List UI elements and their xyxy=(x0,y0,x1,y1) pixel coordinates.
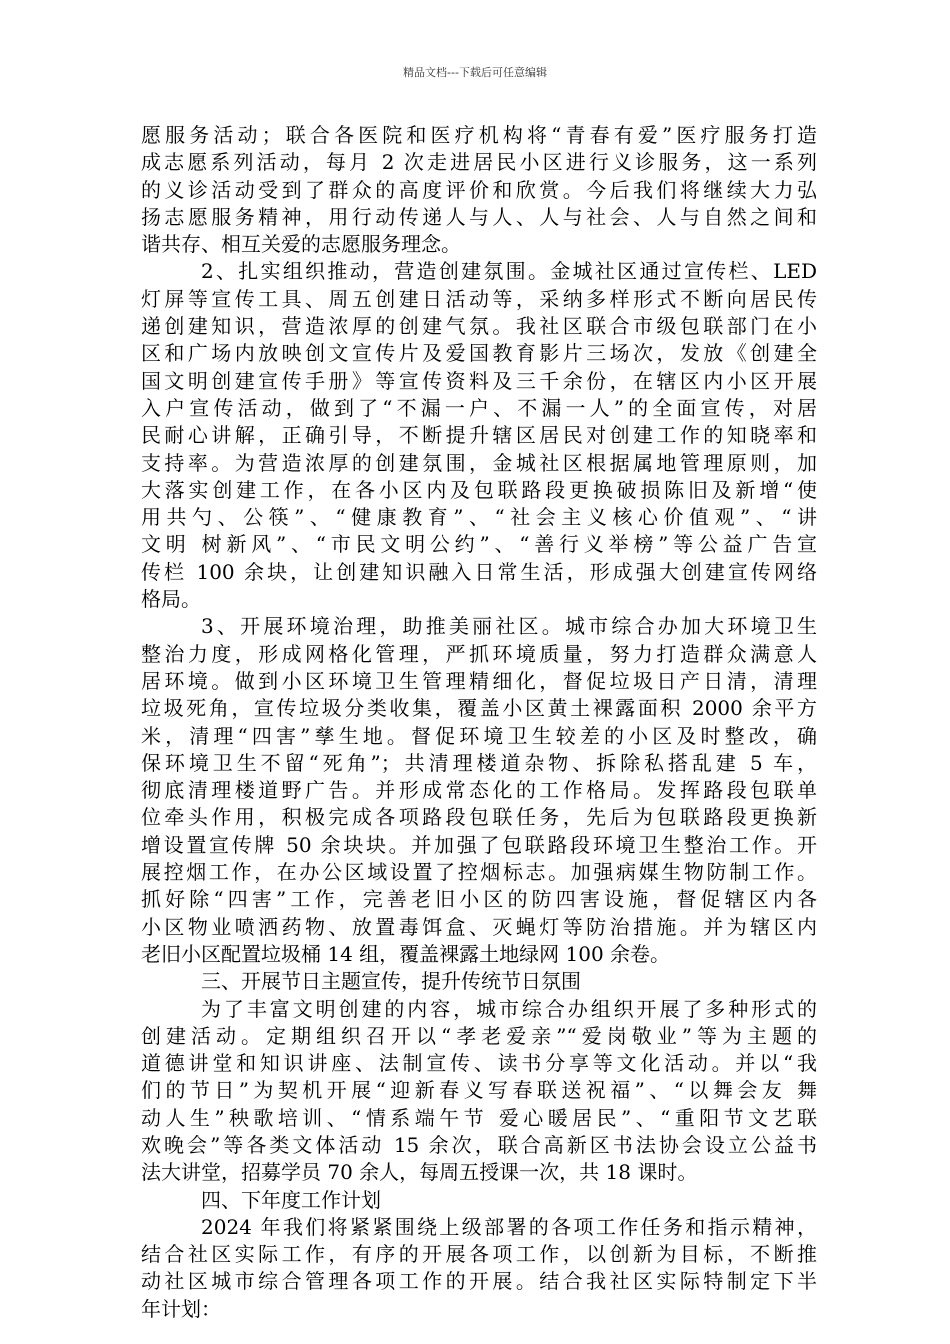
text-line: 动社区城市综合管理各项工作的开展。结合我社区实际特制定下半 xyxy=(141,1269,817,1294)
paragraph xyxy=(141,613,817,968)
text-line: 创建活动。定期组织召开以“孝老爱亲”“爱岗敬业”等为主题的 xyxy=(141,1023,817,1048)
text-line: 文明 树新风”、“市民文明公约”、“善行义举榜”等公益广告宣 xyxy=(141,532,817,557)
text-line: 三、开展节日主题宣传，提升传统节日氛围 xyxy=(201,969,581,994)
text-line: 用共勺、公筷”、“健康教育”、“社会主义核心价值观”、“讲 xyxy=(141,505,817,530)
paragraph xyxy=(141,122,817,258)
text-line: 增设置宣传牌 50 余块块。并加强了包联路段环境卫生整治工作。开 xyxy=(141,832,817,857)
text-line: 们的节日”为契机开展“迎新春义写春联送祝福”、“以舞会友 舞 xyxy=(141,1078,817,1103)
text-line: 位牵头作用，积极完成各项路段包联任务，先后为包联路段更换新 xyxy=(141,805,817,830)
text-line: 结合社区实际工作，有序的开展各项工作，以创新为目标，不断推 xyxy=(141,1242,817,1267)
text-line: 年计划： xyxy=(141,1296,221,1321)
paragraph xyxy=(141,1187,817,1214)
text-line: 展控烟工作，在办公区域设置了控烟标志。加强病媒生物防制工作。 xyxy=(141,860,817,885)
page-header: 精品文档---下载后可任意编辑 xyxy=(403,66,547,79)
paragraph xyxy=(141,968,817,995)
text-line: 国文明创建宣传手册》等宣传资料及三千余份，在辖区内小区开展 xyxy=(141,368,817,393)
text-line: 整治力度，形成网格化管理，严抓环境质量，努力打造群众满意人 xyxy=(141,641,817,666)
text-line: 保环境卫生不留“死角”；共清理楼道杂物、拆除私搭乱建 5 车， xyxy=(141,750,817,775)
text-line: 谐共存、相互关爱的志愿服务理念。 xyxy=(141,232,461,257)
text-line: 大落实创建工作，在各小区内及包联路段更换破损陈旧及新增“使 xyxy=(141,477,817,502)
text-line: 四、下年度工作计划 xyxy=(201,1187,381,1212)
text-line: 抓好除“四害”工作，完善老旧小区的防四害设施，督促辖区内各 xyxy=(141,887,817,912)
paragraph xyxy=(141,996,817,1187)
text-line: 递创建知识，营造浓厚的创建气氛。我社区联合市级包联部门在小 xyxy=(141,314,817,339)
text-line: 传栏 100 余块，让创建知识融入日常生活，形成强大创建宣传网络 xyxy=(141,559,817,584)
text-line: 道德讲堂和知识讲座、法制宣传、读书分享等文化活动。并以“我 xyxy=(141,1051,817,1076)
text-line: 米，清理“四害”孳生地。督促环境卫生较差的小区及时整改，确 xyxy=(141,723,817,748)
text-line: 欢晚会”等各类文体活动 15 余次，联合高新区书法协会设立公益书 xyxy=(141,1132,817,1157)
text-line: 格局。 xyxy=(141,587,201,612)
text-line: 动人生”秧歌培训、“情系端午节 爱心暖居民”、“重阳节文艺联 xyxy=(141,1105,817,1130)
text-line: 居环境。做到小区环境卫生管理精细化，督促垃圾日产日清，清理 xyxy=(141,668,817,693)
text-line: 区和广场内放映创文宣传片及爱国教育影片三场次，发放《创建全 xyxy=(141,341,817,366)
text-line: 成志愿系列活动，每月 2 次走进居民小区进行义诊服务，这一系列 xyxy=(141,150,817,175)
document-body xyxy=(141,122,817,1323)
text-line: 3、开展环境治理，助推美丽社区。城市综合办加大环境卫生 xyxy=(201,614,817,639)
text-line: 2024 年我们将紧紧围绕上级部署的各项工作任务和指示精神， xyxy=(201,1214,817,1239)
text-line: 民耐心讲解，正确引导，不断提升辖区居民对创建工作的知晓率和 xyxy=(141,423,817,448)
text-line: 扬志愿服务精神，用行动传递人与人、人与社会、人与自然之间和 xyxy=(141,204,817,229)
text-line: 彻底清理楼道野广告。并形成常态化的工作格局。发挥路段包联单 xyxy=(141,778,817,803)
paragraph xyxy=(141,258,817,613)
text-line: 为了丰富文明创建的内容，城市综合办组织开展了多种形式的 xyxy=(201,996,817,1021)
text-line: 支持率。为营造浓厚的创建氛围，金城社区根据属地管理原则，加 xyxy=(141,450,817,475)
text-line: 小区物业喷洒药物、放置毒饵盒、灭蝇灯等防治措施。并为辖区内 xyxy=(141,914,817,939)
text-line: 法大讲堂，招募学员 70 余人，每周五授课一次，共 18 课时。 xyxy=(141,1160,698,1185)
text-line: 入户宣传活动，做到了“不漏一户、不漏一人”的全面宣传，对居 xyxy=(141,395,817,420)
text-line: 灯屏等宣传工具、周五创建日活动等，采纳多样形式不断向居民传 xyxy=(141,286,817,311)
text-line: 愿服务活动；联合各医院和医疗机构将“青春有爱”医疗服务打造 xyxy=(141,123,817,147)
text-line: 2、扎实组织推动，营造创建氛围。金城社区通过宣传栏、LED xyxy=(201,259,817,284)
text-line: 的义诊活动受到了群众的高度评价和欣赏。今后我们将继续大力弘 xyxy=(141,177,817,202)
text-line: 垃圾死角，宣传垃圾分类收集，覆盖小区黄土裸露面积 2000 余平方 xyxy=(141,696,817,721)
paragraph xyxy=(141,1214,817,1323)
text-line: 老旧小区配置垃圾桶 14 组，覆盖裸露土地绿网 100 余卷。 xyxy=(141,941,671,966)
